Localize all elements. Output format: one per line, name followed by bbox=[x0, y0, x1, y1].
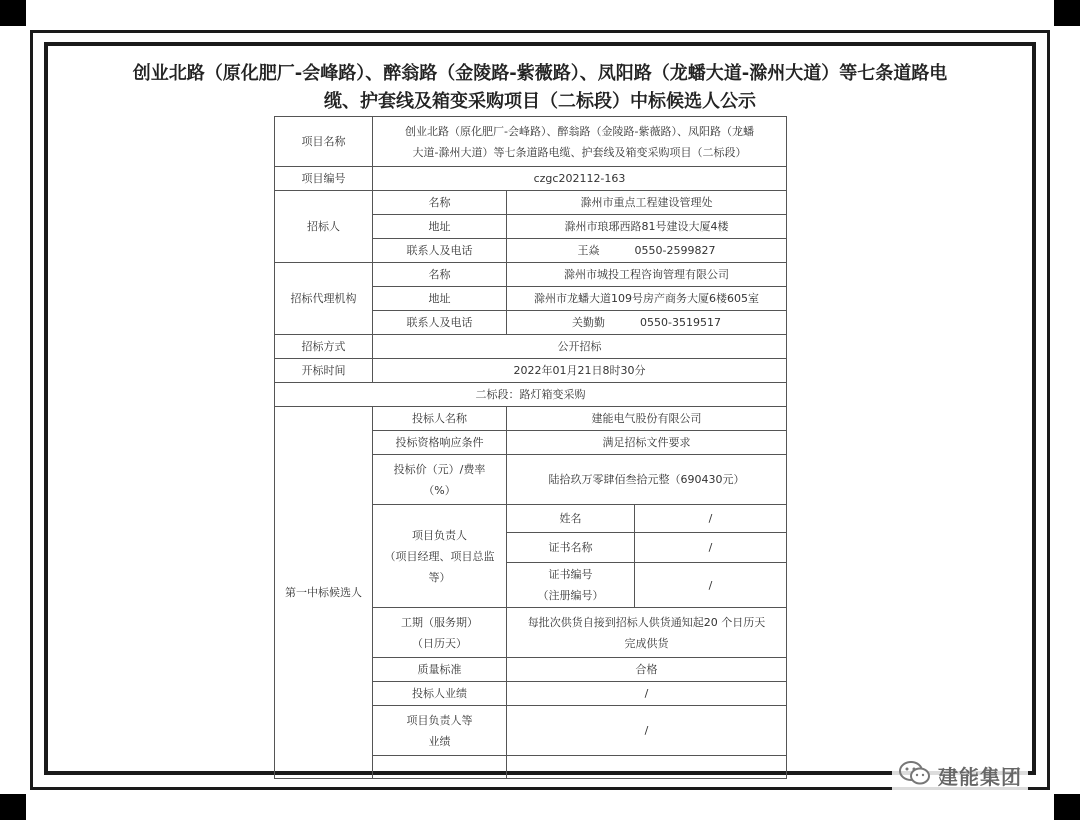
cert-no-label-line2: （注册编号） bbox=[537, 589, 604, 602]
watermark-text: 建能集团 bbox=[938, 764, 1022, 789]
tenderer-address: 滁州市琅琊西路81号建设大厦4楼 bbox=[507, 215, 787, 239]
empty-cell bbox=[507, 756, 787, 779]
cert-name-value: / bbox=[635, 533, 787, 563]
table-row bbox=[275, 117, 787, 167]
tenderer-address-label: 地址 bbox=[373, 215, 507, 239]
pm-perf-value: / bbox=[507, 706, 787, 756]
pm-label-line1: 项目负责人 bbox=[412, 528, 467, 542]
method-value: 公开招标 bbox=[373, 335, 787, 359]
pm-perf-label bbox=[373, 706, 507, 756]
pm-name-value: / bbox=[635, 505, 787, 533]
notice-title bbox=[44, 60, 1036, 116]
first-candidate-label: 第一中标候选人 bbox=[275, 407, 373, 779]
title-line-1: 创业北路（原化肥厂-会峰路）、醉翁路（金陵路-紫薇路）、凤阳路（龙蟠大道-滁州大道）等七条道路电 bbox=[132, 63, 948, 84]
section-title: 二标段：路灯箱变采购 bbox=[275, 383, 787, 407]
cert-no-label bbox=[507, 563, 635, 608]
open-time-value: 2022年01月21日8时30分 bbox=[373, 359, 787, 383]
wechat-icon bbox=[898, 760, 932, 790]
period-label-line2: （日历天） bbox=[412, 636, 467, 650]
pm-label-line2: （项目经理、项目总监 bbox=[384, 549, 495, 563]
pm-name-label: 姓名 bbox=[507, 505, 635, 533]
cert-no-value: / bbox=[635, 563, 787, 608]
corner-block bbox=[1054, 794, 1080, 820]
empty-cell bbox=[373, 756, 507, 779]
agency-contact-label: 联系人及电话 bbox=[373, 311, 507, 335]
project-no-value: czgc202112-163 bbox=[373, 167, 787, 191]
project-name-line1: 创业北路（原化肥厂-会峰路）、醉翁路（金陵路-紫薇路）、凤阳路（龙蟠 bbox=[405, 124, 754, 138]
wechat-watermark bbox=[892, 760, 1028, 790]
agency-contact: 关勤勤 0550-3519517 bbox=[507, 311, 787, 335]
period-label-line1: 工期（服务期） bbox=[401, 615, 478, 629]
corner-block bbox=[0, 0, 26, 26]
quality-value: 合格 bbox=[507, 658, 787, 682]
corner-block bbox=[0, 794, 26, 820]
tenderer-label: 招标人 bbox=[275, 191, 373, 263]
price-label bbox=[373, 455, 507, 505]
candidate-table bbox=[274, 116, 787, 779]
period-line1: 每批次供货自接到招标人供货通知起20 个日历天 bbox=[527, 615, 766, 629]
right-edge-bar bbox=[1054, 0, 1080, 820]
table-row bbox=[275, 359, 787, 383]
agency-name: 滁州市城投工程咨询管理有限公司 bbox=[507, 263, 787, 287]
period-line2: 完成供货 bbox=[624, 636, 669, 650]
pm-perf-label-line2: 业绩 bbox=[428, 734, 451, 748]
left-edge-bar bbox=[0, 0, 26, 820]
cert-no-label-line1: 证书编号 bbox=[548, 568, 593, 581]
title-line-2: 缆、护套线及箱变采购项目（二标段）中标候选人公示 bbox=[324, 91, 756, 112]
agency-name-label: 名称 bbox=[373, 263, 507, 287]
project-name-value bbox=[373, 117, 787, 167]
price-label-line1: 投标价（元）/费率 bbox=[393, 462, 486, 476]
tenderer-contact: 王焱 0550-2599827 bbox=[507, 239, 787, 263]
price-value: 陆拾玖万零肆佰叁拾元整（690430元） bbox=[507, 455, 787, 505]
bidder-perf-label: 投标人业绩 bbox=[373, 682, 507, 706]
price-label-line2: （%） bbox=[423, 483, 456, 497]
qualification-label: 投标资格响应条件 bbox=[373, 431, 507, 455]
cert-name-label: 证书名称 bbox=[507, 533, 635, 563]
project-no-label: 项目编号 bbox=[275, 167, 373, 191]
project-name-label: 项目名称 bbox=[275, 117, 373, 167]
pm-label-line3: 等） bbox=[428, 570, 451, 584]
table-row bbox=[275, 191, 787, 215]
pm-perf-label-line1: 项目负责人等 bbox=[406, 713, 473, 727]
period-label bbox=[373, 608, 507, 658]
agency-address-label: 地址 bbox=[373, 287, 507, 311]
table-row bbox=[275, 335, 787, 359]
table-row bbox=[275, 167, 787, 191]
table-row bbox=[275, 407, 787, 431]
bidder-name-label: 投标人名称 bbox=[373, 407, 507, 431]
corner-block bbox=[1054, 0, 1080, 26]
tenderer-name: 滁州市重点工程建设管理处 bbox=[507, 191, 787, 215]
tenderer-contact-label: 联系人及电话 bbox=[373, 239, 507, 263]
open-time-label: 开标时间 bbox=[275, 359, 373, 383]
bidder-name: 建能电气股份有限公司 bbox=[507, 407, 787, 431]
table-row bbox=[275, 263, 787, 287]
tenderer-name-label: 名称 bbox=[373, 191, 507, 215]
quality-label: 质量标准 bbox=[373, 658, 507, 682]
bidder-perf-value: / bbox=[507, 682, 787, 706]
agency-label: 招标代理机构 bbox=[275, 263, 373, 335]
qualification-value: 满足招标文件要求 bbox=[507, 431, 787, 455]
table-row bbox=[275, 383, 787, 407]
project-name-line2: 大道-滁州大道）等七条道路电缆、护套线及箱变采购项目（二标段） bbox=[412, 145, 747, 159]
period-value bbox=[507, 608, 787, 658]
pm-label bbox=[373, 505, 507, 608]
agency-address: 滁州市龙蟠大道109号房产商务大厦6楼605室 bbox=[507, 287, 787, 311]
method-label: 招标方式 bbox=[275, 335, 373, 359]
